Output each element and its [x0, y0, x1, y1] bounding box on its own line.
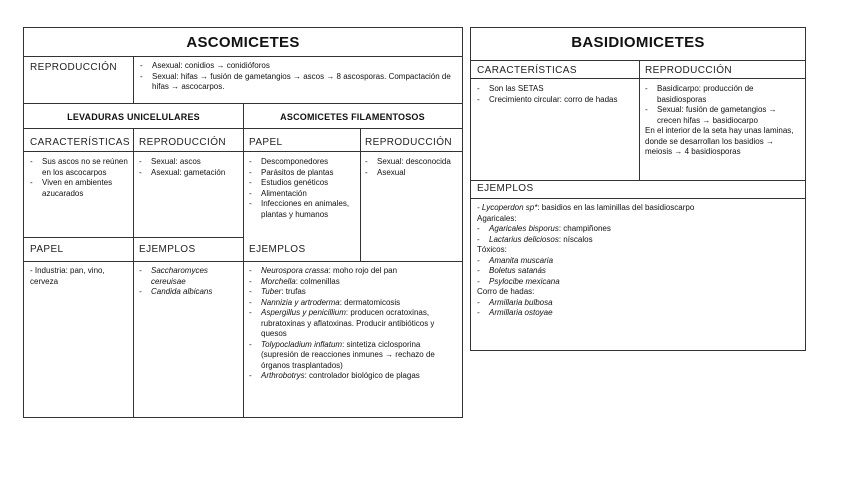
list-item: - Tolypocladium inflatum: sintetiza ciclosporina (supresión de reacciones inmunes → rechazo de órganos trasplantados)	[249, 340, 459, 372]
list-item: - Son las SETAS	[477, 84, 635, 95]
basidiomicetes-ejemplos	[477, 203, 799, 319]
basidiomicetes-reproduccion-extra: En el interior de la seta hay unas laminas, donde se desarrollan los basidios → meiosis → 4 basidiosporas	[645, 126, 794, 156]
list-item: - Sus ascos no se reúnen en los ascocarpos	[30, 157, 128, 178]
levaduras-caracteristicas-label: CARACTERÍSTICAS	[30, 137, 130, 148]
basidiomicetes-caracteristicas	[477, 84, 635, 105]
list-item: - Basidicarpo: producción de basidiosporas	[645, 84, 801, 105]
list-item: - Alimentación	[249, 189, 357, 200]
list-item: - Psylocibe mexicana	[477, 277, 799, 288]
ejemplo-principal: - Lycoperdon sp*: basidios en las laminillas del basidioscarpo	[477, 203, 695, 212]
list-item: - Estudios genéticos	[249, 178, 357, 189]
list-item: - Nannizia y artroderma: dermatomicosis	[249, 298, 459, 309]
list-item: - Armillaria bulbosa	[477, 298, 799, 309]
levaduras-title: LEVADURAS UNICELULARES	[67, 112, 200, 122]
list-item: - Asexual: conidios → conidióforos	[140, 61, 456, 72]
list-item: - Lactarius deliciosos: níscalos	[477, 235, 799, 246]
list-item: - Agaricales bisporus: champiñones	[477, 224, 799, 235]
levaduras-ejemplos-label: EJEMPLOS	[139, 244, 196, 255]
list-item: - Sexual: hifas → fusión de gametangios → ascos → 8 ascosporas. Compactación de hifas → ascocarpos.	[140, 72, 456, 93]
filamentosos-title: ASCOMICETES FILAMENTOSOS	[280, 112, 425, 122]
basidiomicetes-caracteristicas-label: CARACTERÍSTICAS	[477, 65, 577, 76]
levaduras-ejemplos	[139, 266, 239, 298]
list-item: - Infecciones en animales, plantas y humanos	[249, 199, 357, 220]
basidiomicetes-ejemplos-label: EJEMPLOS	[477, 183, 534, 194]
list-item: - Arthrobotrys: controlador biológico de plagas	[249, 371, 459, 382]
filamentosos-ejemplos	[249, 266, 459, 382]
list-item: - Tuber: trufas	[249, 287, 459, 298]
basidiomicetes-table	[470, 27, 806, 351]
list-item: - Viven en ambientes azucarados	[30, 178, 128, 199]
list-item: - Armillaria ostoyae	[477, 308, 799, 319]
filamentosos-reproduccion	[365, 157, 457, 178]
basidiomicetes-reproduccion	[645, 84, 801, 158]
corro-label: Corro de hadas:	[477, 287, 535, 296]
ascomicetes-title: ASCOMICETES	[186, 34, 300, 51]
ascomicetes-reproduccion-label: REPRODUCCIÓN	[30, 62, 118, 73]
ascomicetes-reproduccion	[140, 61, 456, 93]
filamentosos-ejemplos-label: EJEMPLOS	[249, 244, 306, 255]
list-item: - Parásitos de plantas	[249, 168, 357, 179]
levaduras-reproduccion-label: REPRODUCCIÓN	[139, 137, 227, 148]
levaduras-reproduccion	[139, 157, 239, 178]
list-item: - Saccharomyces cereuisae	[139, 266, 239, 287]
list-item: - Crecimiento circular: corro de hadas	[477, 95, 635, 106]
agaricales-label: Agaricales:	[477, 213, 517, 223]
levaduras-caracteristicas	[30, 157, 128, 199]
list-item: - Sexual: fusión de gametangios → crecen hifas → basidiocarpo	[645, 105, 801, 126]
list-item: - Asexual: gametación	[139, 168, 239, 179]
list-item: - Neurospora crassa: moho rojo del pan	[249, 266, 459, 277]
list-item: - Sexual: ascos	[139, 157, 239, 168]
list-item: - Asexual	[365, 168, 457, 179]
levaduras-papel: - Industria: pan, vino, cerveza	[30, 266, 105, 286]
list-item: - Descomponedores	[249, 157, 357, 168]
list-item: - Sexual: desconocida	[365, 157, 457, 168]
list-item: - Candida albicans	[139, 287, 239, 298]
filamentosos-papel	[249, 157, 357, 220]
ascomicetes-table	[23, 27, 463, 418]
levaduras-papel-label: PAPEL	[30, 244, 64, 255]
list-item: - Boletus satanás	[477, 266, 799, 277]
list-item: - Morchella: colmenillas	[249, 277, 459, 288]
list-item: - Aspergillus y penicillium: producen ocratoxinas, rubratoxinas y aflatoxinas. Producir antibióticos y quesos	[249, 308, 459, 340]
basidiomicetes-reproduccion-label: REPRODUCCIÓN	[645, 65, 733, 76]
filamentosos-papel-label: PAPEL	[249, 137, 283, 148]
toxicos-label: Tóxicos:	[477, 245, 507, 254]
list-item: - Amanita muscaria	[477, 256, 799, 267]
basidiomicetes-title: BASIDIOMICETES	[571, 34, 705, 51]
filamentosos-reproduccion-label: REPRODUCCIÓN	[365, 137, 453, 148]
